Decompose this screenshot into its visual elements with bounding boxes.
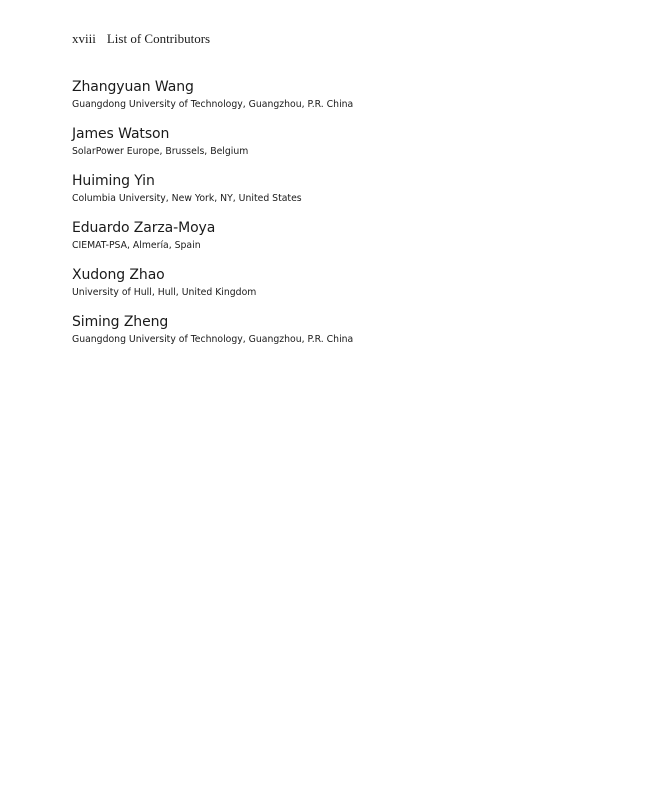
contributor-name: Huiming Yin [72,173,155,189]
contributor-affiliation: Guangdong University of Technology, Guangzhou, P.R. China [72,99,354,110]
contributor-affiliation: Guangdong University of Technology, Guangzhou, P.R. China [72,334,354,345]
running-head-title: List of Contributors [106,31,211,46]
contributor-name: Eduardo Zarza-Moya [72,220,216,236]
contributor-affiliation: CIEMAT-PSA, Almería, Spain [72,240,201,251]
contributor-affiliation: Columbia University, New York, NY, United States [72,193,302,204]
contributor-name: Siming Zheng [72,314,169,330]
contributor-affiliation: University of Hull, Hull, United Kingdom [72,287,257,298]
contributor-entry [72,219,592,266]
contributor-entry [72,78,592,125]
contributor-name: Xudong Zhao [72,267,165,283]
running-head [72,31,210,47]
contributor-affiliation: SolarPower Europe, Brussels, Belgium [72,146,249,157]
contributor-name: James Watson [72,126,170,142]
contributors-list [72,78,592,360]
contributor-entry [72,313,592,360]
contributor-name: Zhangyuan Wang [72,79,194,95]
contributor-entry [72,172,592,219]
page-number: xviii [72,31,96,46]
contributor-entry [72,266,592,313]
contributor-entry [72,125,592,172]
